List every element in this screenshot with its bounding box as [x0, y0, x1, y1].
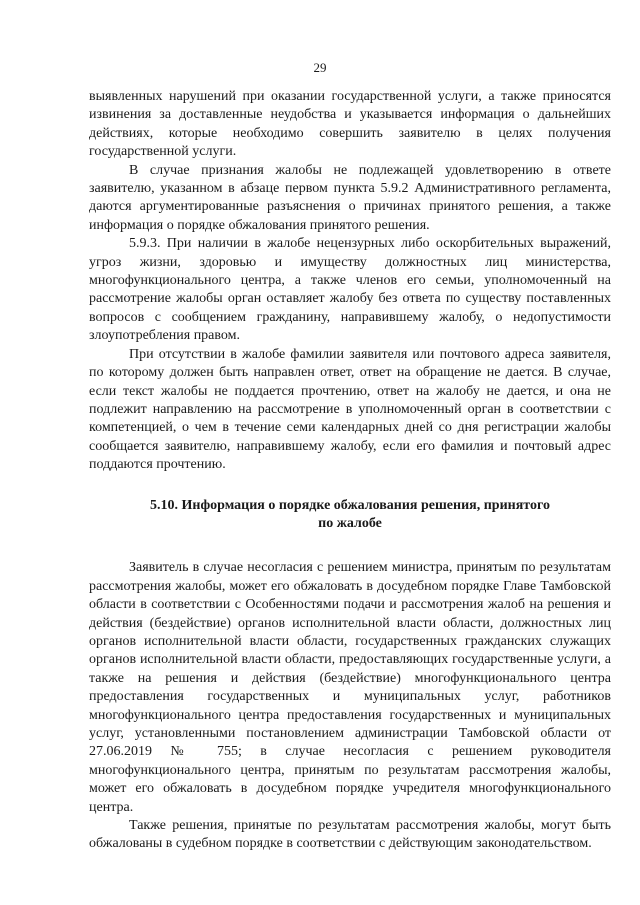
document-body	[89, 88, 611, 854]
section-heading	[89, 497, 611, 534]
section-heading-line: по жалобе	[318, 515, 382, 531]
page-number: 29	[313, 60, 327, 75]
paragraph: При отсутствии в жалобе фамилии заявителя или почтового адреса заявителя, по которому должен быть направлен ответ, ответ на обращение не дается. В случае, если текст жалобы не поддается прочтению, ответ на жалобу не дается, и она не подлежит направлению на рассмотрение в уполномоченный орган в соответствии с компетенцией, о чем в течение семи календарных дней со дня регистрации жалобы сообщается заявителю, направившему жалобу, если его фамилия и почтовый адрес поддаются прочтению.	[89, 346, 611, 473]
section-heading-line: 5.10. Информация о порядке обжалования решения, принятого	[149, 497, 550, 513]
paragraph: 5.9.3. При наличии в жалобе нецензурных либо оскорбительных выражений, угроз жизни, здоровью и имуществу должностных лиц министерства, многофункционального центра, а также членов его семьи, уполномоченный на рассмотрение жалобы орган оставляет жалобу без ответа по существу поставленных вопросов с сообщением гражданину, направившему жалобу, о недопустимости злоупотребления правом.	[89, 236, 611, 344]
paragraph: выявленных нарушений при оказании государственной услуги, а также приносятся извинения за доставленные неудобства и указывается информация о дальнейших действиях, которые необходимо совершить заявителю в целях получения государственной услуги.	[89, 89, 611, 160]
paragraph: В случае признания жалобы не подлежащей удовлетворению в ответе заявителю, указанном в абзаце первом пункта 5.9.2 Административного регламента, даются аргументированные разъяснения о причинах принятого решения, а также информация о порядке обжалования принятого решения.	[89, 162, 611, 233]
paragraph: Также решения, принятые по результатам рассмотрения жалобы, могут быть обжалованы в судебном порядке в соответствии с действующим законодательством.	[89, 818, 611, 852]
paragraph: Заявитель в случае несогласия с решением министра, принятым по результатам рассмотрения жалобы, может его обжаловать в досудебном порядке Главе Тамбовской области в соответствии с Особенностями подачи и рассмотрения жалоб на решения и действия (бездействие) органов исполнительной власти области, должностных лиц органов исполнительной власти области, государственных гражданских служащих органов исполнительной власти области, предоставляющих государственные услуги, а также на решения и действия (бездействие) многофункционального центра предоставления государственных и муниципальных услуг, работников многофункционального центра предоставления государственных и муниципальных услуг, установленными постановлением администрации Тамбовской области от 27.06.2019 № 755; в случае несогласия с решением руководителя многофункционального центра, принятым по результатам рассмотрения жалобы, может его обжаловать в досудебном порядке учредителя многофункционального центра.	[89, 560, 611, 815]
